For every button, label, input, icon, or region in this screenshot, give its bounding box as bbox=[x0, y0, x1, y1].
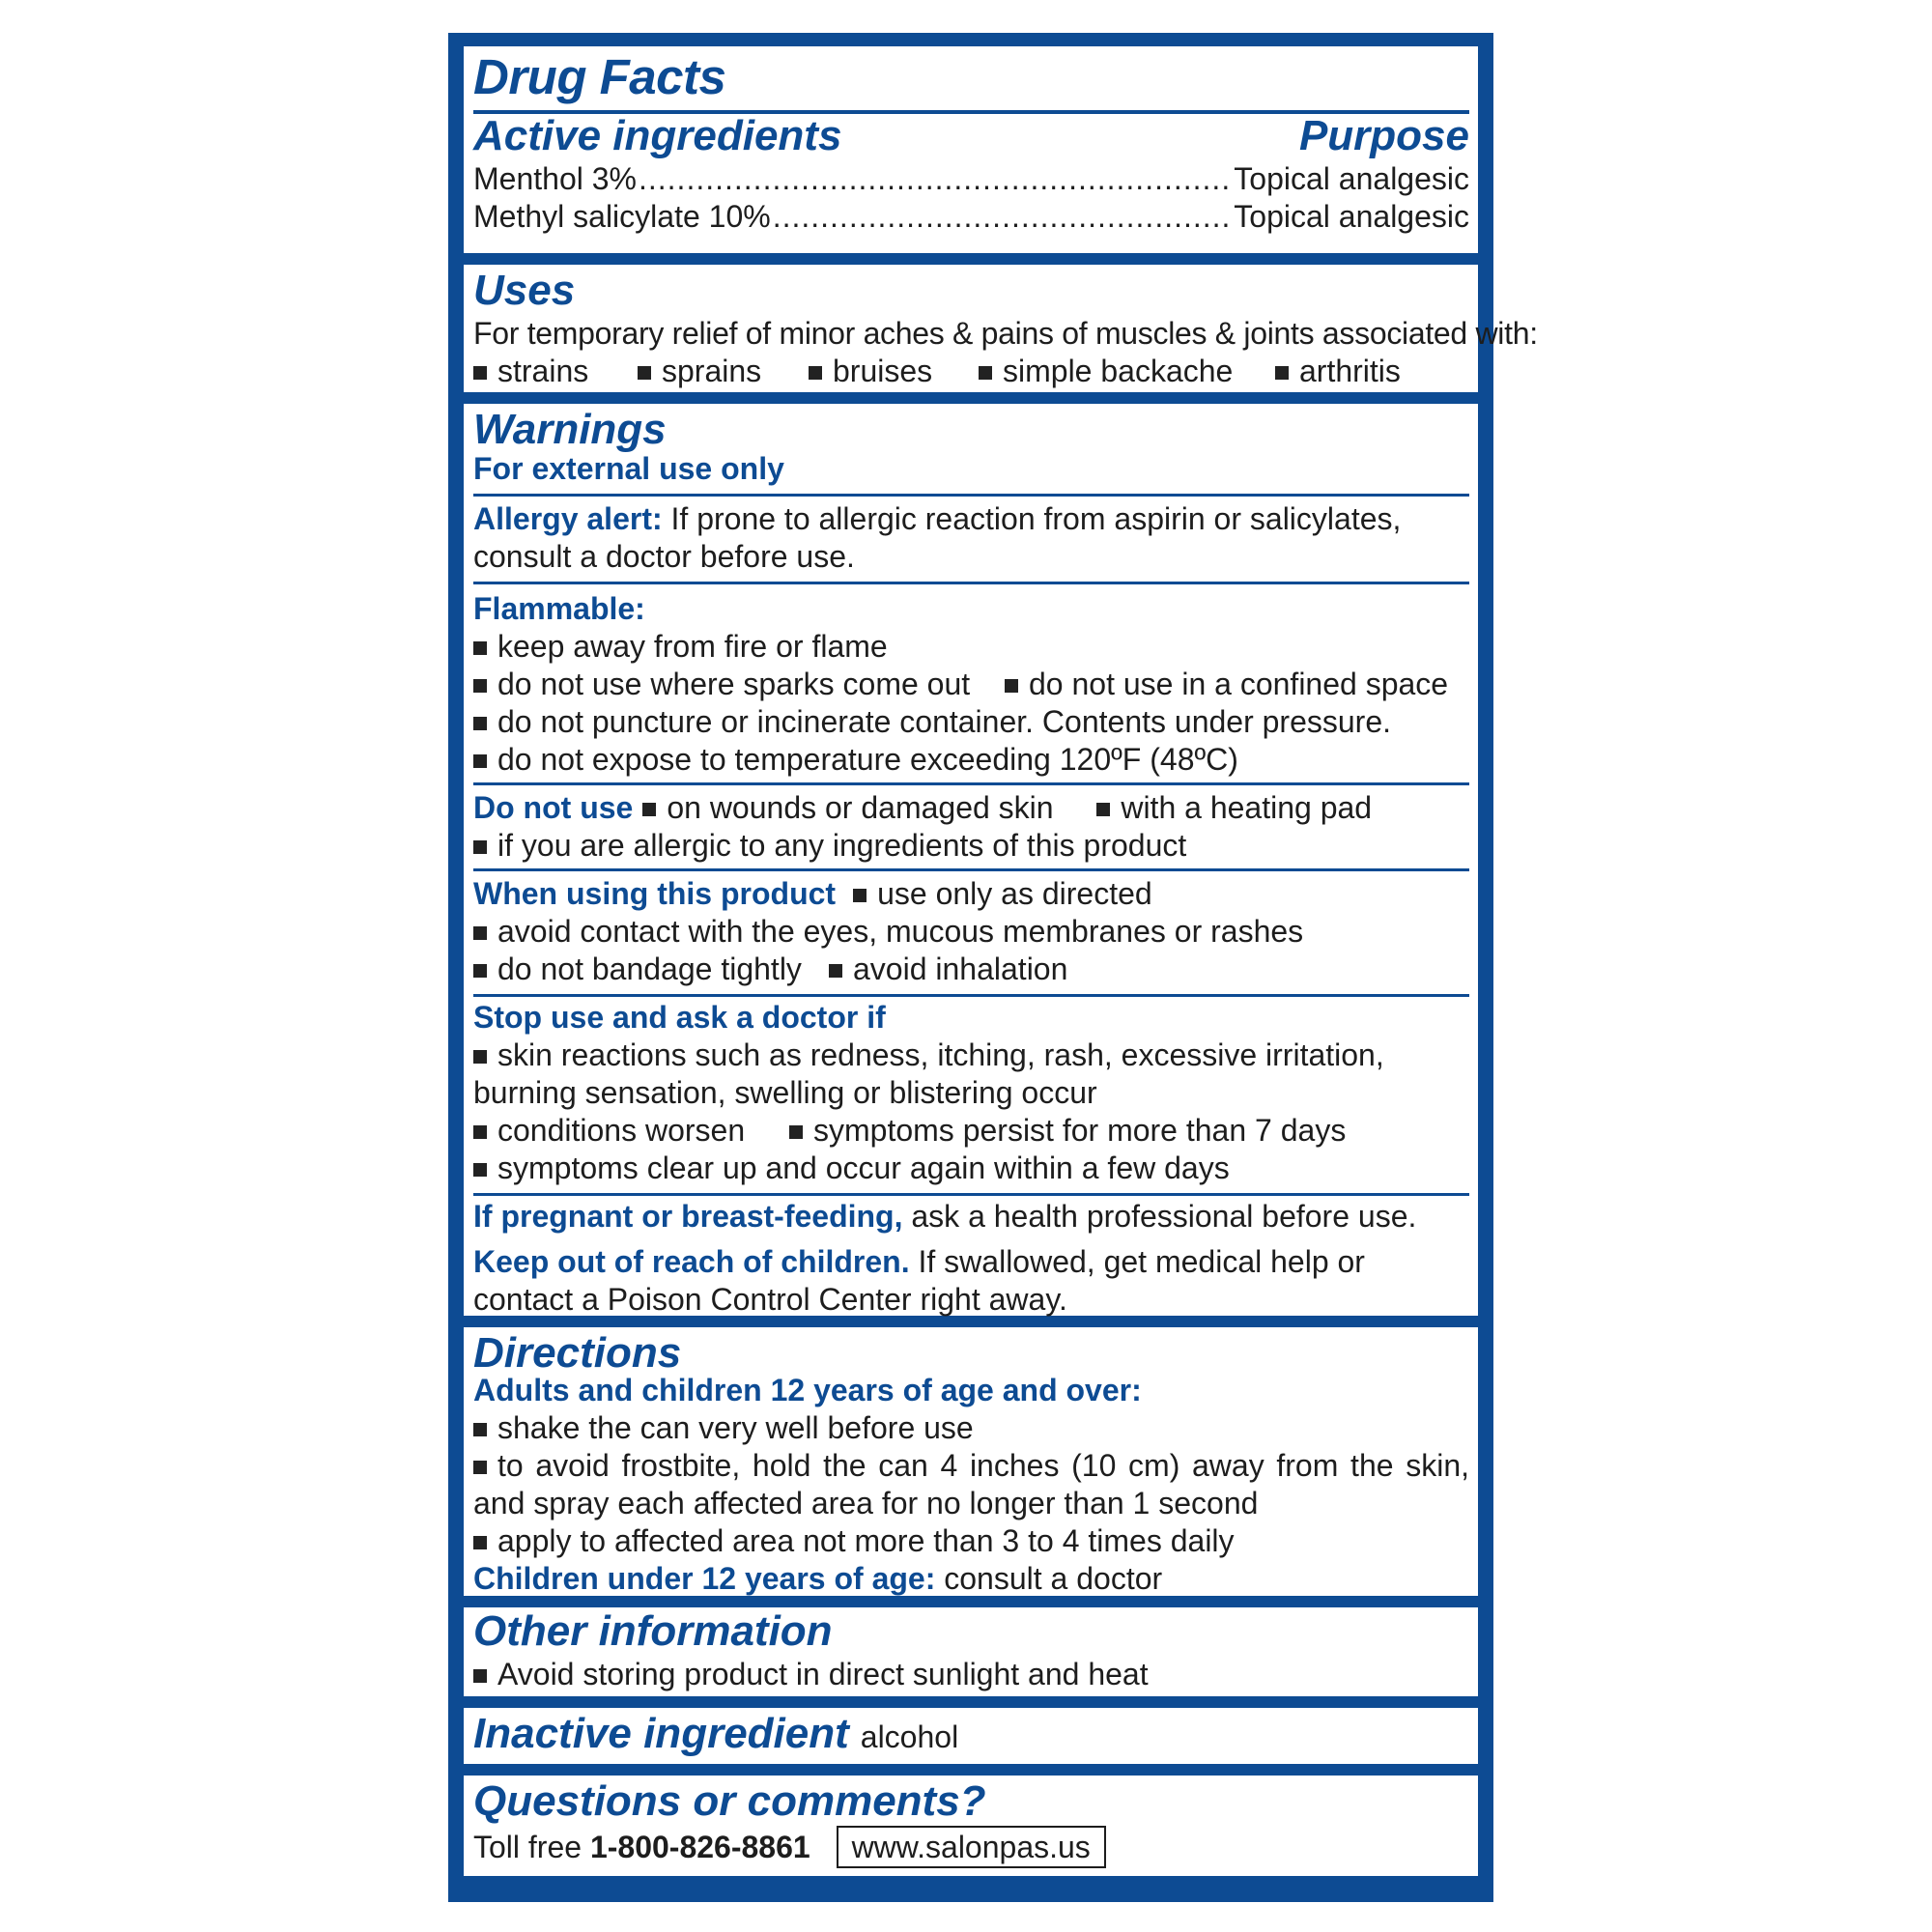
list-item: do not expose to temperature exceeding 120ºF (48ºC) bbox=[473, 741, 1469, 779]
pregnant-text: ask a health professional before use. bbox=[911, 1199, 1417, 1234]
list-item: Do not use on wounds or damaged skin with a heating pad bbox=[473, 790, 1373, 825]
ingredient-row bbox=[473, 198, 1469, 236]
directions-box bbox=[464, 1327, 1478, 1596]
stop-use-label: Stop use and ask a doctor if bbox=[473, 1000, 886, 1035]
pregnant-section bbox=[473, 1193, 1469, 1319]
uses-box bbox=[464, 265, 1538, 392]
bullet-square-icon bbox=[473, 1536, 487, 1549]
when-using-label: When using this product bbox=[473, 876, 837, 911]
flammable-section bbox=[473, 582, 1469, 782]
questions-box bbox=[464, 1776, 1478, 1876]
bullet-square-icon bbox=[979, 366, 992, 380]
bullet-square-icon bbox=[473, 1050, 487, 1064]
bullet-square-icon bbox=[473, 366, 487, 380]
bullet-square-icon bbox=[473, 717, 487, 730]
do-not-use-section bbox=[473, 782, 1469, 868]
external-use-label: For external use only bbox=[473, 451, 784, 486]
bullet-square-icon bbox=[853, 889, 867, 902]
list-item: arthritis bbox=[1275, 353, 1401, 390]
flammable-label: Flammable: bbox=[473, 591, 645, 626]
allergy-section bbox=[473, 494, 1469, 582]
bullet-square-icon bbox=[473, 754, 487, 768]
list-item: do not puncture or incinerate container. Contents under pressure. bbox=[473, 703, 1469, 741]
inactive-ingredient-heading: Inactive ingredient bbox=[473, 1710, 849, 1757]
directions-heading: Directions bbox=[473, 1329, 682, 1377]
stop-use-section bbox=[473, 994, 1469, 1193]
list-item: When using this product use only as directed bbox=[473, 876, 1152, 911]
children-warning-text: If swallowed, get medical help or contact a Poison Control Center right away. bbox=[473, 1244, 1365, 1317]
do-not-use-label: Do not use bbox=[473, 790, 634, 825]
other-information-heading: Other information bbox=[473, 1607, 833, 1655]
bullet-square-icon bbox=[473, 926, 487, 940]
children-warning-label: Keep out of reach of children. bbox=[473, 1244, 910, 1279]
bullet-square-icon bbox=[789, 1125, 803, 1139]
adults-label: Adults and children 12 years of age and over: bbox=[473, 1373, 1142, 1407]
warnings-box bbox=[464, 404, 1478, 1316]
bullet-square-icon bbox=[473, 1423, 487, 1436]
bullet-square-icon bbox=[473, 679, 487, 693]
uses-list bbox=[473, 353, 1469, 390]
list-item: if you are allergic to any ingredients of this product bbox=[473, 827, 1469, 865]
list-item: bruises bbox=[809, 353, 979, 390]
other-information-box bbox=[464, 1607, 1478, 1696]
list-item: sprains bbox=[638, 353, 809, 390]
active-ingredients-heading: Active ingredients bbox=[473, 112, 842, 159]
page-title: Drug Facts bbox=[473, 49, 726, 104]
ingredient-purpose: Topical analgesic bbox=[1234, 199, 1469, 234]
list-item: skin reactions such as redness, itching, rash, excessive irritation, burning sensation, swelling or blistering occur bbox=[473, 1037, 1384, 1110]
drug-facts-panel bbox=[448, 33, 1538, 1902]
bullet-square-icon bbox=[1275, 366, 1289, 380]
uses-text: For temporary relief of minor aches & pains of muscles & joints associated with: bbox=[473, 316, 1538, 351]
bullet-square-icon bbox=[473, 641, 487, 655]
list-item: apply to affected area not more than 3 to 4 times daily bbox=[473, 1522, 1469, 1560]
bullet-square-icon bbox=[1096, 803, 1110, 816]
inactive-ingredient-box bbox=[464, 1708, 1478, 1764]
list-item: simple backache bbox=[979, 353, 1275, 390]
phone-number[interactable]: 1-800-826-8861 bbox=[589, 1830, 810, 1864]
bullet-square-icon bbox=[473, 1125, 487, 1139]
list-item: shake the can very well before use bbox=[473, 1409, 1469, 1447]
list-item: strains bbox=[473, 353, 638, 390]
bullet-square-icon bbox=[473, 1461, 487, 1474]
bullet-square-icon bbox=[473, 840, 487, 854]
children-directions-label: Children under 12 years of age: bbox=[473, 1561, 936, 1596]
bullet-square-icon bbox=[473, 964, 487, 978]
bullet-square-icon bbox=[642, 803, 656, 816]
list-item: Avoid storing product in direct sunlight and heat bbox=[473, 1656, 1469, 1693]
children-directions-text: consult a doctor bbox=[944, 1561, 1163, 1596]
list-item: do not bandage tightly avoid inhalation bbox=[473, 951, 1469, 988]
bullet-square-icon bbox=[473, 1669, 487, 1683]
website-link[interactable]: www.salonpas.us bbox=[837, 1826, 1106, 1868]
bullet-square-icon bbox=[638, 366, 651, 380]
bullet-square-icon bbox=[473, 1163, 487, 1177]
ingredient-purpose: Topical analgesic bbox=[1234, 161, 1469, 196]
inactive-ingredient-text: alcohol bbox=[860, 1719, 959, 1754]
list-item: keep away from fire or flame bbox=[473, 628, 1469, 666]
bullet-square-icon bbox=[809, 366, 822, 380]
ingredient-row bbox=[473, 160, 1469, 198]
ingredient-name: Methyl salicylate 10% bbox=[473, 199, 771, 234]
uses-heading: Uses bbox=[473, 267, 576, 314]
allergy-label: Allergy alert: bbox=[473, 501, 663, 536]
ingredient-name: Menthol 3% bbox=[473, 161, 637, 196]
list-item: do not use where sparks come out do not use in a confined space bbox=[473, 666, 1469, 703]
questions-heading: Questions or comments? bbox=[473, 1777, 986, 1825]
list-item: symptoms clear up and occur again within a few days bbox=[473, 1150, 1469, 1187]
when-using-section bbox=[473, 868, 1469, 994]
list-item: to avoid frostbite, hold the can 4 inches (10 cm) away from the skin, and spray each affected area for no longer than 1 second bbox=[473, 1448, 1469, 1520]
bullet-square-icon bbox=[1005, 679, 1018, 693]
toll-free-label: Toll free bbox=[473, 1830, 582, 1864]
pregnant-label: If pregnant or breast-feeding, bbox=[473, 1199, 903, 1234]
list-item: conditions worsen symptoms persist for more than 7 days bbox=[473, 1112, 1469, 1150]
bullet-square-icon bbox=[829, 964, 842, 978]
allergy-text: If prone to allergic reaction from aspirin or salicylates, consult a doctor before use. bbox=[473, 501, 1402, 574]
purpose-heading: Purpose bbox=[1298, 112, 1469, 159]
warnings-heading: Warnings bbox=[473, 406, 667, 453]
active-ingredients-box bbox=[464, 46, 1478, 253]
list-item: avoid contact with the eyes, mucous membranes or rashes bbox=[473, 913, 1469, 951]
